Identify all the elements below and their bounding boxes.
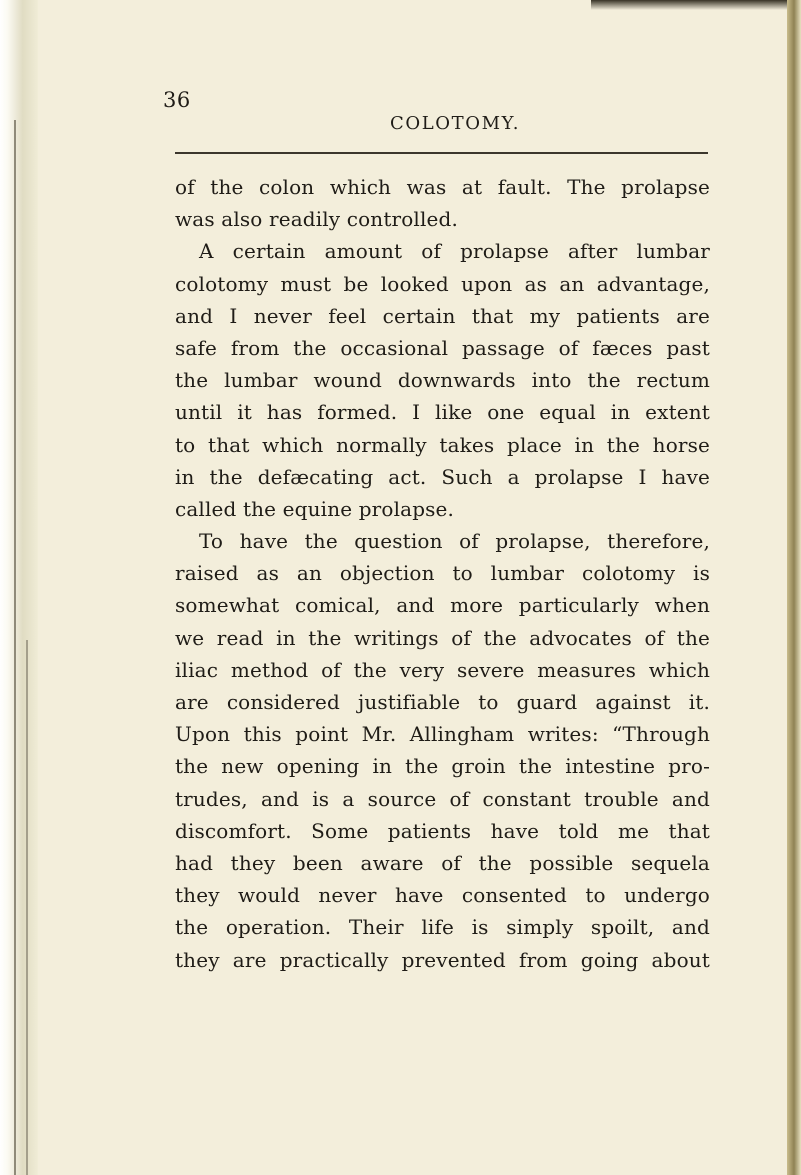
text-line: Upon this point Mr. Allingham writes: “Through — [175, 722, 710, 747]
running-head: COLOTOMY. — [390, 113, 521, 134]
text-line: had they been aware of the possible sequela — [175, 850, 710, 875]
text-line: somewhat comical, and more particularly when — [175, 593, 710, 618]
text-line: the operation. Their life is simply spoilt, and — [175, 915, 710, 940]
text-line: the lumbar wound downwards into the rectum — [175, 368, 710, 393]
text-line: iliac method of the very severe measures which — [175, 657, 710, 682]
page-top-shadow — [591, 0, 801, 10]
text-line: to that which normally takes place in the horse — [175, 432, 710, 457]
text-line: we read in the writings of the advocates of the — [175, 625, 710, 650]
text-line: in the defæcating act. Such a prolapse I have — [175, 464, 710, 489]
page-right-edge — [787, 0, 801, 1175]
text-line: colotomy must be looked upon as an advantage, — [175, 271, 710, 296]
text-line: A certain amount of prolapse after lumbar — [199, 239, 710, 264]
binding-line — [14, 120, 16, 1175]
text-line: trudes, and is a source of constant trouble and — [175, 786, 710, 811]
text-line: and I never feel certain that my patients are — [175, 303, 710, 328]
text-line: the new opening in the groin the intestine pro- — [175, 754, 710, 779]
page-left-margin — [0, 0, 38, 1175]
body-text — [175, 171, 710, 976]
header-rule — [175, 152, 708, 154]
binding-line — [26, 640, 28, 1175]
text-line: discomfort. Some patients have told me that — [175, 818, 710, 843]
text-line: safe from the occasional passage of fæces past — [175, 335, 710, 360]
text-line: of the colon which was at fault. The prolapse — [175, 175, 710, 199]
text-line: raised as an objection to lumbar colotomy is — [175, 561, 710, 586]
text-line: until it has formed. I like one equal in extent — [175, 400, 710, 425]
text-line: they would never have consented to undergo — [175, 883, 710, 908]
text-line: was also readily controlled. — [175, 207, 458, 232]
text-line: called the equine prolapse. — [175, 496, 455, 521]
text-line: are considered justifiable to guard against it. — [175, 690, 710, 714]
text-line: they are practically prevented from going about — [175, 947, 710, 972]
text-line: To have the question of prolapse, therefore, — [199, 529, 710, 554]
page-number: 36 — [163, 88, 191, 112]
